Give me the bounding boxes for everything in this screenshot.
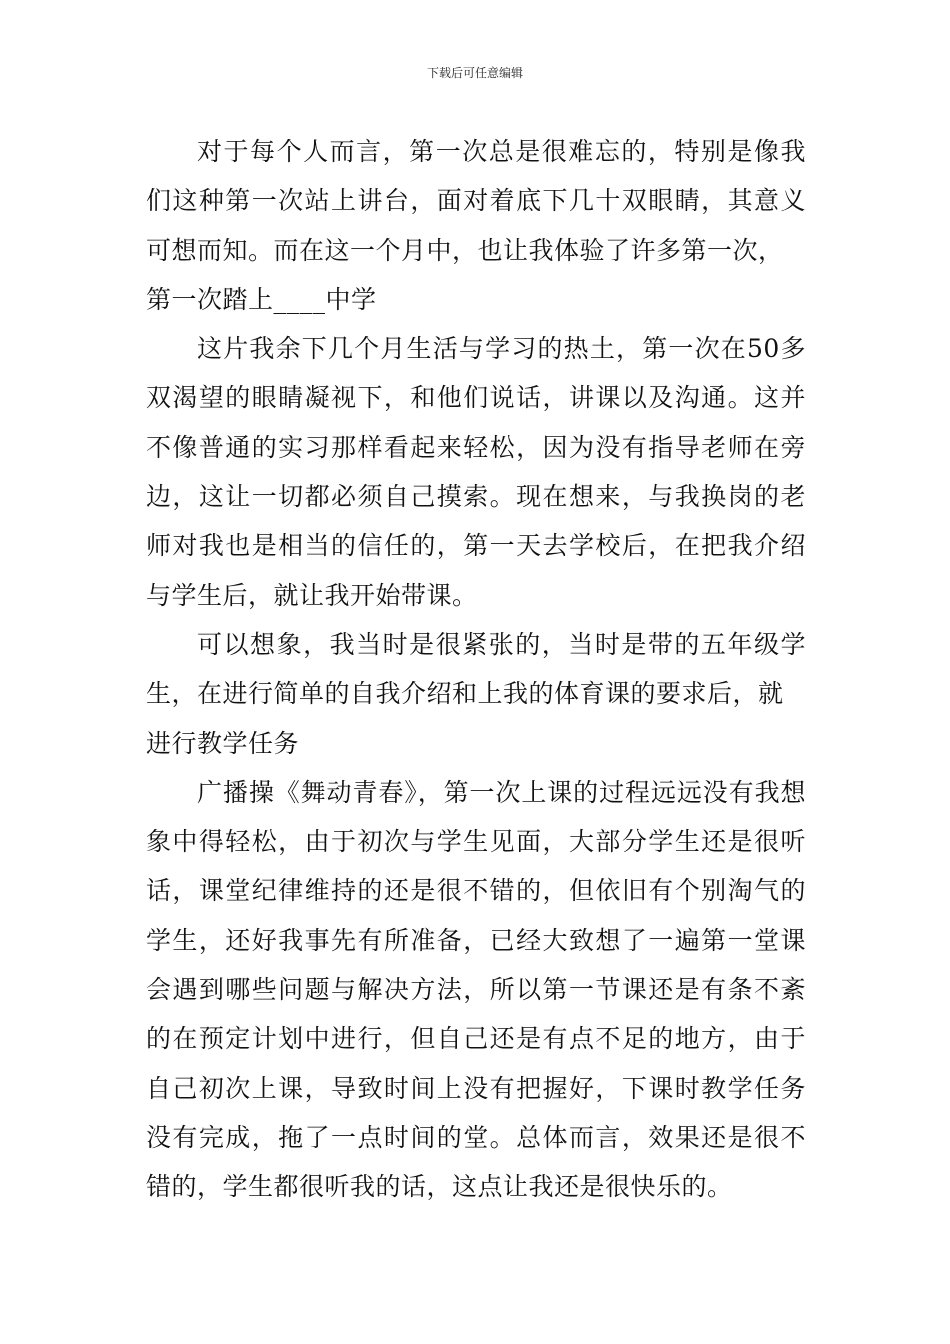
paragraph-2: 第一次踏上____中学 [146, 284, 377, 314]
page-header-note: 下载后可任意编辑 [426, 66, 523, 80]
paragraph-6: 广播操《舞动青春》，第一次上课的过程远远没有我想象中得轻松，由于初次与学生见面，大部分学生还是很听话，课堂纪律维持的还是很不错的，但依旧有个别淘气的学生，还好我事先有所准备，已经大致想了一遍第一堂课会遇到哪些问题与解决方法，所以第一节课还是有条不紊的在预定计划中进行，但自己还是有点不足的地方，由于自己初次上课，导致时间上没有把握好，下课时教学任务没有完成，拖了一点时间的堂。总体而言，效果还是很不错的，学生都很听我的话，这点让我还是很快乐的。 [146, 777, 806, 1202]
paragraph-3: 这片我余下几个月生活与学习的热土，第一次在50多双渴望的眼睛凝视下，和他们说话，讲课以及沟通。这并不像普通的实习那样看起来轻松，因为没有指导老师在旁边，这让一切都必须自己摸索。现在想来，与我换岗的老师对我也是相当的信任的，第一天去学校后，在把我介绍与学生后，就让我开始带课。 [146, 334, 806, 610]
paragraph-1: 对于每个人而言，第一次总是很难忘的，特别是像我们这种第一次站上讲台，面对着底下几十双眼睛，其意义可想而知。而在这一个月中，也让我体验了许多第一次， [146, 137, 806, 265]
paragraph-4: 可以想象，我当时是很紧张的，当时是带的五年级学生，在进行简单的自我介绍和上我的体育课的要求后，就 [146, 629, 806, 709]
paragraph-5: 进行教学任务 [146, 728, 300, 758]
document-body [146, 127, 806, 1212]
